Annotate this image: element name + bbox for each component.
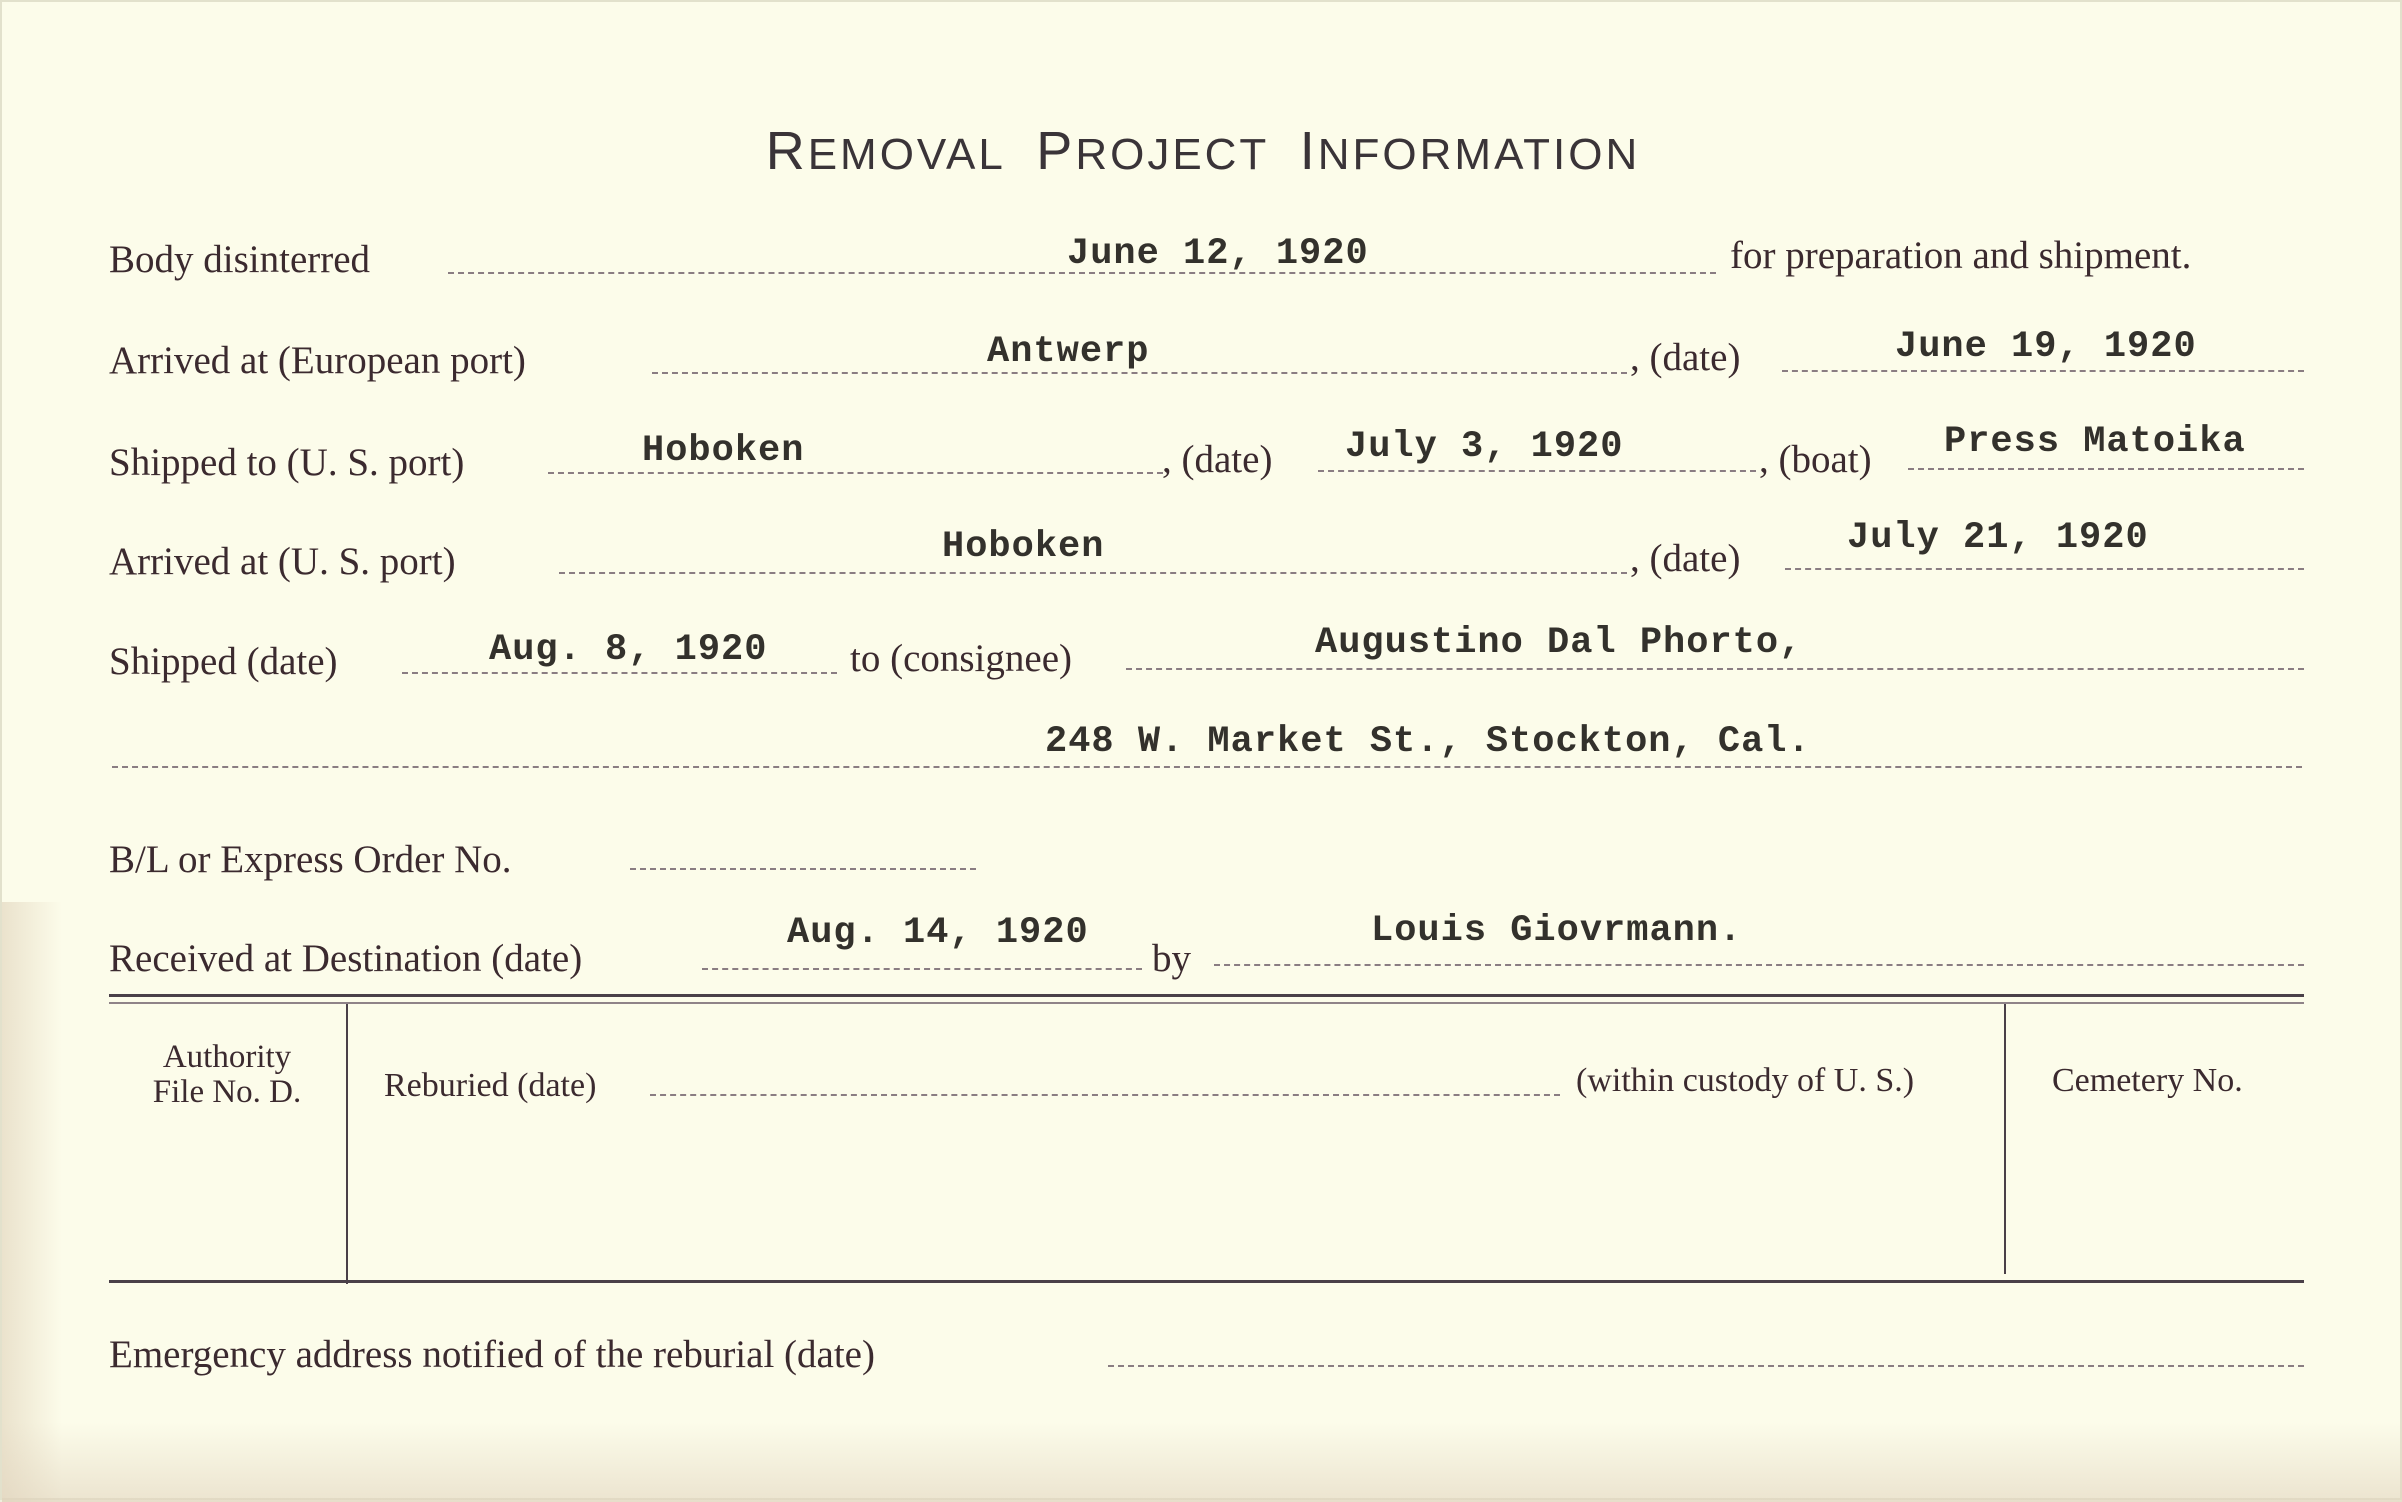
emergency-label: Emergency address notified of the reburial (date) — [109, 1333, 875, 1376]
authority-line1: Authority — [162, 1039, 292, 1075]
arrived-us-date-label: , (date) — [1630, 537, 1741, 580]
edge-stain-bottom — [2, 1422, 2402, 1502]
emergency-line — [1108, 1365, 2304, 1367]
arrived-europe-date-label: , (date) — [1630, 336, 1741, 379]
authority-line2: File No. D. — [152, 1073, 302, 1110]
shipped-date-label: Shipped (date) — [109, 640, 338, 683]
consignee-line — [1126, 668, 2304, 670]
shipped-us-boat-label: , (boat) — [1759, 438, 1872, 481]
received-date: Aug. 14, 1920 — [787, 912, 1089, 954]
reburied-label: Reburied (date) — [384, 1067, 597, 1104]
table-divider-right — [2004, 1004, 2006, 1274]
authority-cell — [112, 1040, 342, 1109]
shipped-date-line — [402, 672, 837, 674]
shipped-us-date-label: , (date) — [1162, 438, 1273, 481]
edge-stain-left — [2, 902, 62, 1502]
received-by-label: by — [1152, 937, 1191, 980]
consignee-label: to (consignee) — [850, 637, 1073, 680]
table-divider-left — [346, 1004, 348, 1284]
shipped-date: Aug. 8, 1920 — [489, 629, 768, 671]
received-label: Received at Destination (date) — [109, 937, 583, 980]
cemetery-label: Cemetery No. — [2052, 1062, 2243, 1099]
consignee-name: Augustino Dal Phorto, — [1315, 622, 1803, 664]
consignee-address: 248 W. Market St., Stockton, Cal. — [1045, 721, 1811, 763]
bl-line — [630, 868, 976, 870]
received-by-line — [1214, 964, 2304, 966]
arrived-europe-label: Arrived at (European port) — [109, 339, 526, 382]
arrived-us-port: Hoboken — [942, 526, 1105, 568]
card-title: REMOVAL PROJECT INFORMATION — [765, 121, 1641, 181]
table-top-rule-inner — [109, 1002, 2304, 1004]
custody-label: (within custody of U. S.) — [1576, 1062, 1915, 1099]
reburied-line — [650, 1094, 1560, 1096]
bl-label: B/L or Express Order No. — [109, 838, 512, 881]
shipped-us-boat: Press Matoika — [1944, 421, 2246, 463]
table-bottom-rule — [109, 1280, 2304, 1283]
shipped-us-date: July 3, 1920 — [1345, 426, 1624, 468]
arrived-europe-date: June 19, 1920 — [1895, 326, 2197, 368]
received-by: Louis Giovrmann. — [1371, 910, 1743, 952]
arrived-us-date: July 21, 1920 — [1847, 517, 2149, 559]
received-date-line — [702, 968, 1142, 970]
disinterred-value: June 12, 1920 — [1067, 233, 1369, 275]
shipped-us-label: Shipped to (U. S. port) — [109, 441, 465, 484]
shipped-us-date-line — [1318, 470, 1756, 472]
disinterred-suffix: for preparation and shipment. — [1730, 234, 2192, 277]
shipped-us-boat-line — [1908, 468, 2304, 470]
arrived-europe-date-line — [1782, 370, 2304, 372]
arrived-europe-port: Antwerp — [987, 331, 1150, 373]
shipped-us-port: Hoboken — [642, 430, 805, 472]
arrived-us-date-line — [1785, 568, 2304, 570]
shipped-us-port-line — [548, 472, 1163, 474]
table-top-rule — [109, 994, 2304, 997]
address-line — [112, 766, 2302, 768]
arrived-us-line — [559, 572, 1627, 574]
arrived-us-label: Arrived at (U. S. port) — [109, 540, 456, 583]
disinterred-label: Body disinterred — [109, 238, 371, 281]
